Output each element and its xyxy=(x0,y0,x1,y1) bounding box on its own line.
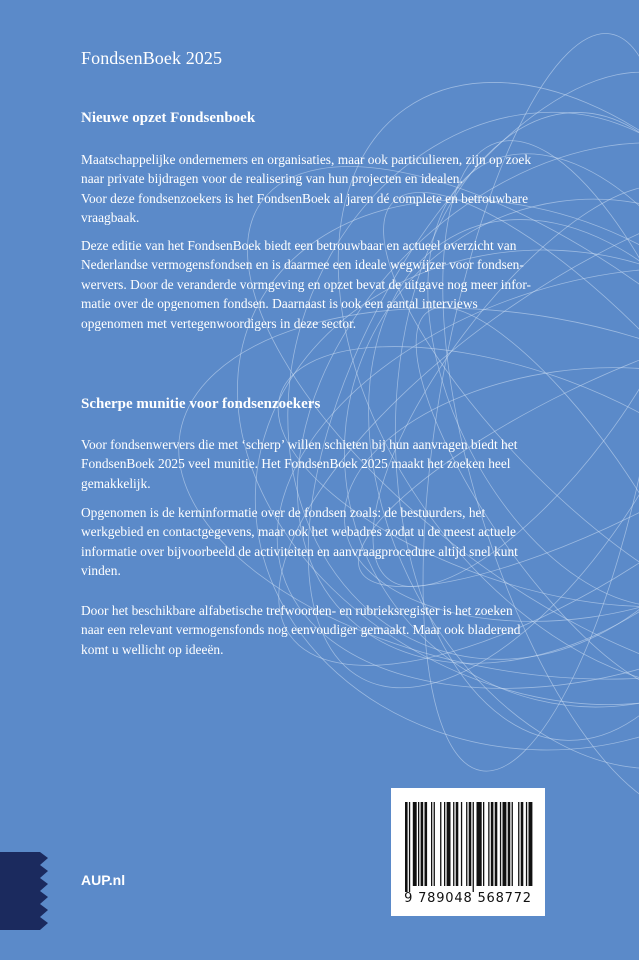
barcode-bar xyxy=(483,802,484,886)
barcode-bar xyxy=(453,802,454,886)
section-2-paragraph-2 xyxy=(81,503,591,581)
barcode-bar xyxy=(503,802,507,886)
text-line: Door het beschikbare alfabetische trefwoorden- en rubrieksregister is het zoeken xyxy=(81,603,513,618)
section-1-paragraph-1 xyxy=(81,150,591,228)
swirl-line xyxy=(371,271,639,728)
barcode-bar xyxy=(431,802,432,886)
barcode-bar xyxy=(444,802,445,886)
text-line: FondsenBoek 2025 veel munitie. Het FondsenBoek 2025 maakt het zoeken heel xyxy=(81,456,511,472)
text-line: komt u wellicht op ideeën. xyxy=(81,641,224,657)
barcode-bar xyxy=(521,802,524,886)
text-line: Opgenomen is de kerninformatie over de fondsen zoals: de bestuurders, het xyxy=(81,505,486,520)
barcode-bar xyxy=(461,802,462,886)
text-line: vraagbaak. xyxy=(81,210,140,226)
barcode-bar xyxy=(418,802,419,886)
text-line: gemakkelijk. xyxy=(81,475,151,491)
text-line: naar een relevant vermogensfonds nog eenvoudiger gemaakt. Maar ook bladerend xyxy=(81,622,521,638)
text-line: werkgebied en contactgegevens, maar ook het webadres zodat u de meest actuele xyxy=(81,524,516,540)
barcode-bar xyxy=(518,802,519,886)
book-title: FondsenBoek 2025 xyxy=(81,48,223,68)
text-line: Maatschappelijke ondernemers en organisaties, maar ook particulieren, zijn op zoek xyxy=(81,152,532,167)
text-line: Voor deze fondsenzoekers is het FondsenBoek al jaren dé complete en betrouwbare xyxy=(81,190,529,206)
barcode-bar xyxy=(529,802,533,886)
text-line: Deze editie van het FondsenBoek biedt een betrouwbaar en actueel overzicht van xyxy=(81,238,517,253)
publisher-website-link[interactable]: AUP.nl xyxy=(81,872,126,888)
swirl-line xyxy=(377,16,639,789)
barcode-bar xyxy=(491,802,494,886)
text-line: Voor fondsenwervers die met ‘scherp’ willen schieten bij hun aanvragen biedt het xyxy=(81,437,518,452)
barcode-bar xyxy=(413,802,417,886)
barcode-bar xyxy=(405,802,408,892)
barcode-bar xyxy=(421,802,424,886)
barcode-bar xyxy=(409,802,410,892)
text-line: Nederlandse vermogensfondsen en is daarmee een ideale wegwijzer voor fondsen- xyxy=(81,257,524,273)
text-line: opgenomen met vertegenwoordigers in deze sector. xyxy=(81,315,357,331)
barcode-bar xyxy=(500,802,501,886)
text-line: vinden. xyxy=(81,563,121,579)
barcode-bar xyxy=(469,802,472,886)
isbn-barcode xyxy=(391,788,545,916)
section-1-paragraph-2 xyxy=(81,236,591,333)
barcode-bar xyxy=(508,802,511,886)
barcode-bar xyxy=(456,802,459,886)
barcode-bar xyxy=(425,802,428,886)
section-heading-2: Scherpe munitie voor fondsenzoekers xyxy=(81,396,321,412)
barcode-bar xyxy=(440,802,441,886)
barcode-bar xyxy=(434,802,435,886)
section-2-paragraph-3 xyxy=(81,601,591,659)
barcode-bar xyxy=(512,802,513,886)
barcode-bar xyxy=(488,802,489,886)
section-2-paragraph-1 xyxy=(81,435,591,493)
swirl-line xyxy=(230,0,639,785)
barcode-bar xyxy=(477,802,482,886)
text-line: wervers. Door de veranderde vormgeving en opzet bevat de uitgave nog meer infor- xyxy=(81,276,531,292)
barcode-bar xyxy=(447,802,451,886)
text-line: informatie over bijvoorbeeld de activiteiten en aanvraagprocedure altijd snel kunt xyxy=(81,543,518,559)
barcode-bar xyxy=(473,802,474,892)
barcode-bar xyxy=(466,802,467,886)
barcode-bar xyxy=(526,802,527,886)
section-heading-1: Nieuwe opzet Fondsenboek xyxy=(81,110,256,126)
text-line: matie over de opgenomen fondsen. Daarnaast is ook een aantal interviews xyxy=(81,296,478,312)
barcode-bar xyxy=(495,802,498,886)
isbn-number: 9 789048 568772 xyxy=(404,891,532,906)
publisher-logo-icon xyxy=(0,852,48,930)
text-line: naar private bijdragen voor de realisering van hun projecten en idealen. xyxy=(81,171,463,187)
